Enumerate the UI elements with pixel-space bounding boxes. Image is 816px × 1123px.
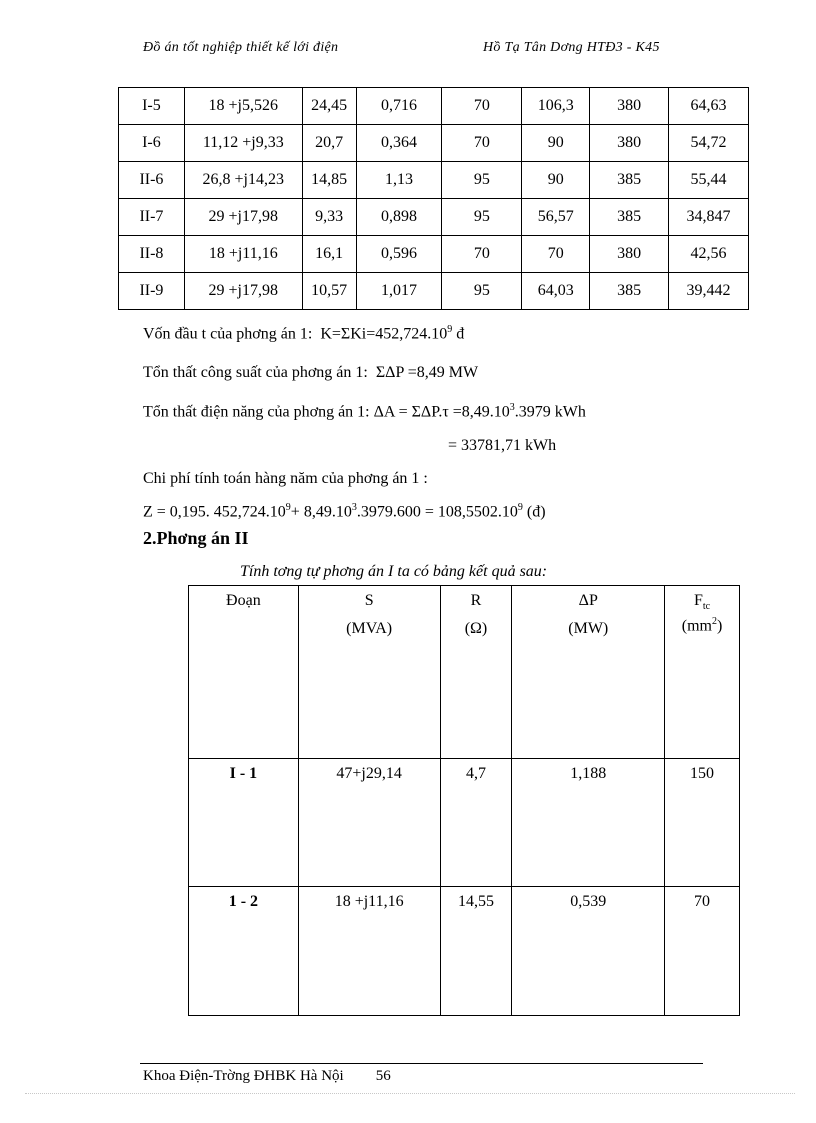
table-cell: 14,85 (302, 162, 356, 199)
cell-f: 150 (665, 759, 740, 887)
table-cell: 11,12 +j9,33 (184, 125, 302, 162)
table-cell: 380 (590, 125, 669, 162)
cell-dp: 0,539 (512, 887, 665, 1016)
table-header-row (189, 586, 740, 759)
page-footer (143, 1068, 391, 1085)
energy-loss-line: Tổn thất điện năng của phơng án 1: $\Delta A = \Sigma\Delta P.\tau =8,49.10^3.3979$ kWh (143, 402, 586, 421)
footer-institution: Khoa Điện-Trờng ĐHBK Hà Nội (143, 1068, 344, 1084)
header-s: S (MVA) (298, 586, 440, 759)
table-cell: 20,7 (302, 125, 356, 162)
table-cell: 24,45 (302, 88, 356, 125)
table-cell: 64,03 (522, 273, 590, 310)
footer-divider (140, 1063, 703, 1064)
table-cell: 39,442 (669, 273, 749, 310)
energy-loss-result: = 33781,71 kWh (448, 437, 557, 454)
cell-dp: 1,188 (512, 759, 665, 887)
table-cell: 1,13 (356, 162, 442, 199)
table-cell: 70 (522, 236, 590, 273)
table-cell: 385 (590, 162, 669, 199)
table-cell: 10,57 (302, 273, 356, 310)
results-table-plan-2 (188, 585, 740, 1016)
header-r: R (Ω) (440, 586, 512, 759)
table-cell: II-9 (119, 273, 185, 310)
table-cell: 16,1 (302, 236, 356, 273)
header-dp: ΔP (MW) (512, 586, 665, 759)
power-loss-line: Tổn thất công suất của phơng án 1: ΣΔP =8,49 MW (143, 364, 479, 381)
section-title: 2.Phơng án II (143, 528, 249, 548)
table-cell: 1,017 (356, 273, 442, 310)
table-cell: 0,364 (356, 125, 442, 162)
table-cell: 95 (442, 162, 522, 199)
table-cell: 29 +j17,98 (184, 199, 302, 236)
table-cell: 9,33 (302, 199, 356, 236)
cell-s: 18 +j11,16 (298, 887, 440, 1016)
table-cell: 90 (522, 162, 590, 199)
table-cell: 56,57 (522, 199, 590, 236)
table-cell: 26,8 +j14,23 (184, 162, 302, 199)
table-row (119, 199, 749, 236)
table-cell: 18 +j5,526 (184, 88, 302, 125)
table-cell: II-6 (119, 162, 185, 199)
annual-cost-formula: Z = 0,195. $452,724.10^9+ 8,49.10^3.3979.600 = 108,5502.10^9$ (đ) (143, 502, 546, 521)
table-cell: 29 +j17,98 (184, 273, 302, 310)
table-cell: I-6 (119, 125, 185, 162)
annual-cost-label: Chi phí tính toán hàng năm của phơng án 1 : (143, 470, 428, 487)
table-row (119, 125, 749, 162)
page-header (143, 40, 713, 60)
table-cell: 95 (442, 199, 522, 236)
table-cell: 106,3 (522, 88, 590, 125)
header-segment: Đoạn (189, 586, 299, 759)
cell-r: 14,55 (440, 887, 512, 1016)
capital-line: Vốn đầu t của phơng án 1: $K=\Sigma Ki=452,724.10^9$ đ (143, 324, 465, 343)
table-cell: 18 +j11,16 (184, 236, 302, 273)
table-cell: II-7 (119, 199, 185, 236)
table-row (189, 887, 740, 1016)
table-cell: 55,44 (669, 162, 749, 199)
table-cell: 0,898 (356, 199, 442, 236)
table-cell: 70 (442, 88, 522, 125)
table-row (119, 236, 749, 273)
table-cell: 42,56 (669, 236, 749, 273)
cell-segment: 1 - 2 (189, 887, 299, 1016)
table-row (119, 273, 749, 310)
table-row (119, 88, 749, 125)
page-number: 56 (375, 1068, 391, 1084)
table-cell: 385 (590, 273, 669, 310)
header-title: Đồ án tốt nghiệp thiết kế lới điện (143, 40, 339, 55)
table-cell: 64,63 (669, 88, 749, 125)
table-cell: 70 (442, 236, 522, 273)
cell-s: 47+j29,14 (298, 759, 440, 887)
page-edge-divider (25, 1093, 795, 1094)
table-cell: 380 (590, 88, 669, 125)
table-cell: 380 (590, 236, 669, 273)
table-row (189, 759, 740, 887)
cell-segment: I - 1 (189, 759, 299, 887)
table-cell: I-5 (119, 88, 185, 125)
results-table-plan-1 (118, 87, 749, 310)
table-cell: II-8 (119, 236, 185, 273)
table-row (119, 162, 749, 199)
table-cell: 90 (522, 125, 590, 162)
table-cell: 70 (442, 125, 522, 162)
cell-f: 70 (665, 887, 740, 1016)
table-caption: Tính tơng tự phơng án I ta có bảng kết quả sau: (240, 563, 548, 580)
table-cell: 95 (442, 273, 522, 310)
cell-r: 4,7 (440, 759, 512, 887)
table-cell: 0,596 (356, 236, 442, 273)
header-f: $F_{tc}$ $(mm^2)$ (665, 586, 740, 759)
table-cell: 0,716 (356, 88, 442, 125)
table-cell: 385 (590, 199, 669, 236)
table-cell: 54,72 (669, 125, 749, 162)
table-cell: 34,847 (669, 199, 749, 236)
header-author: Hồ Tạ Tân Dơng HTĐ3 - K45 (483, 40, 660, 55)
